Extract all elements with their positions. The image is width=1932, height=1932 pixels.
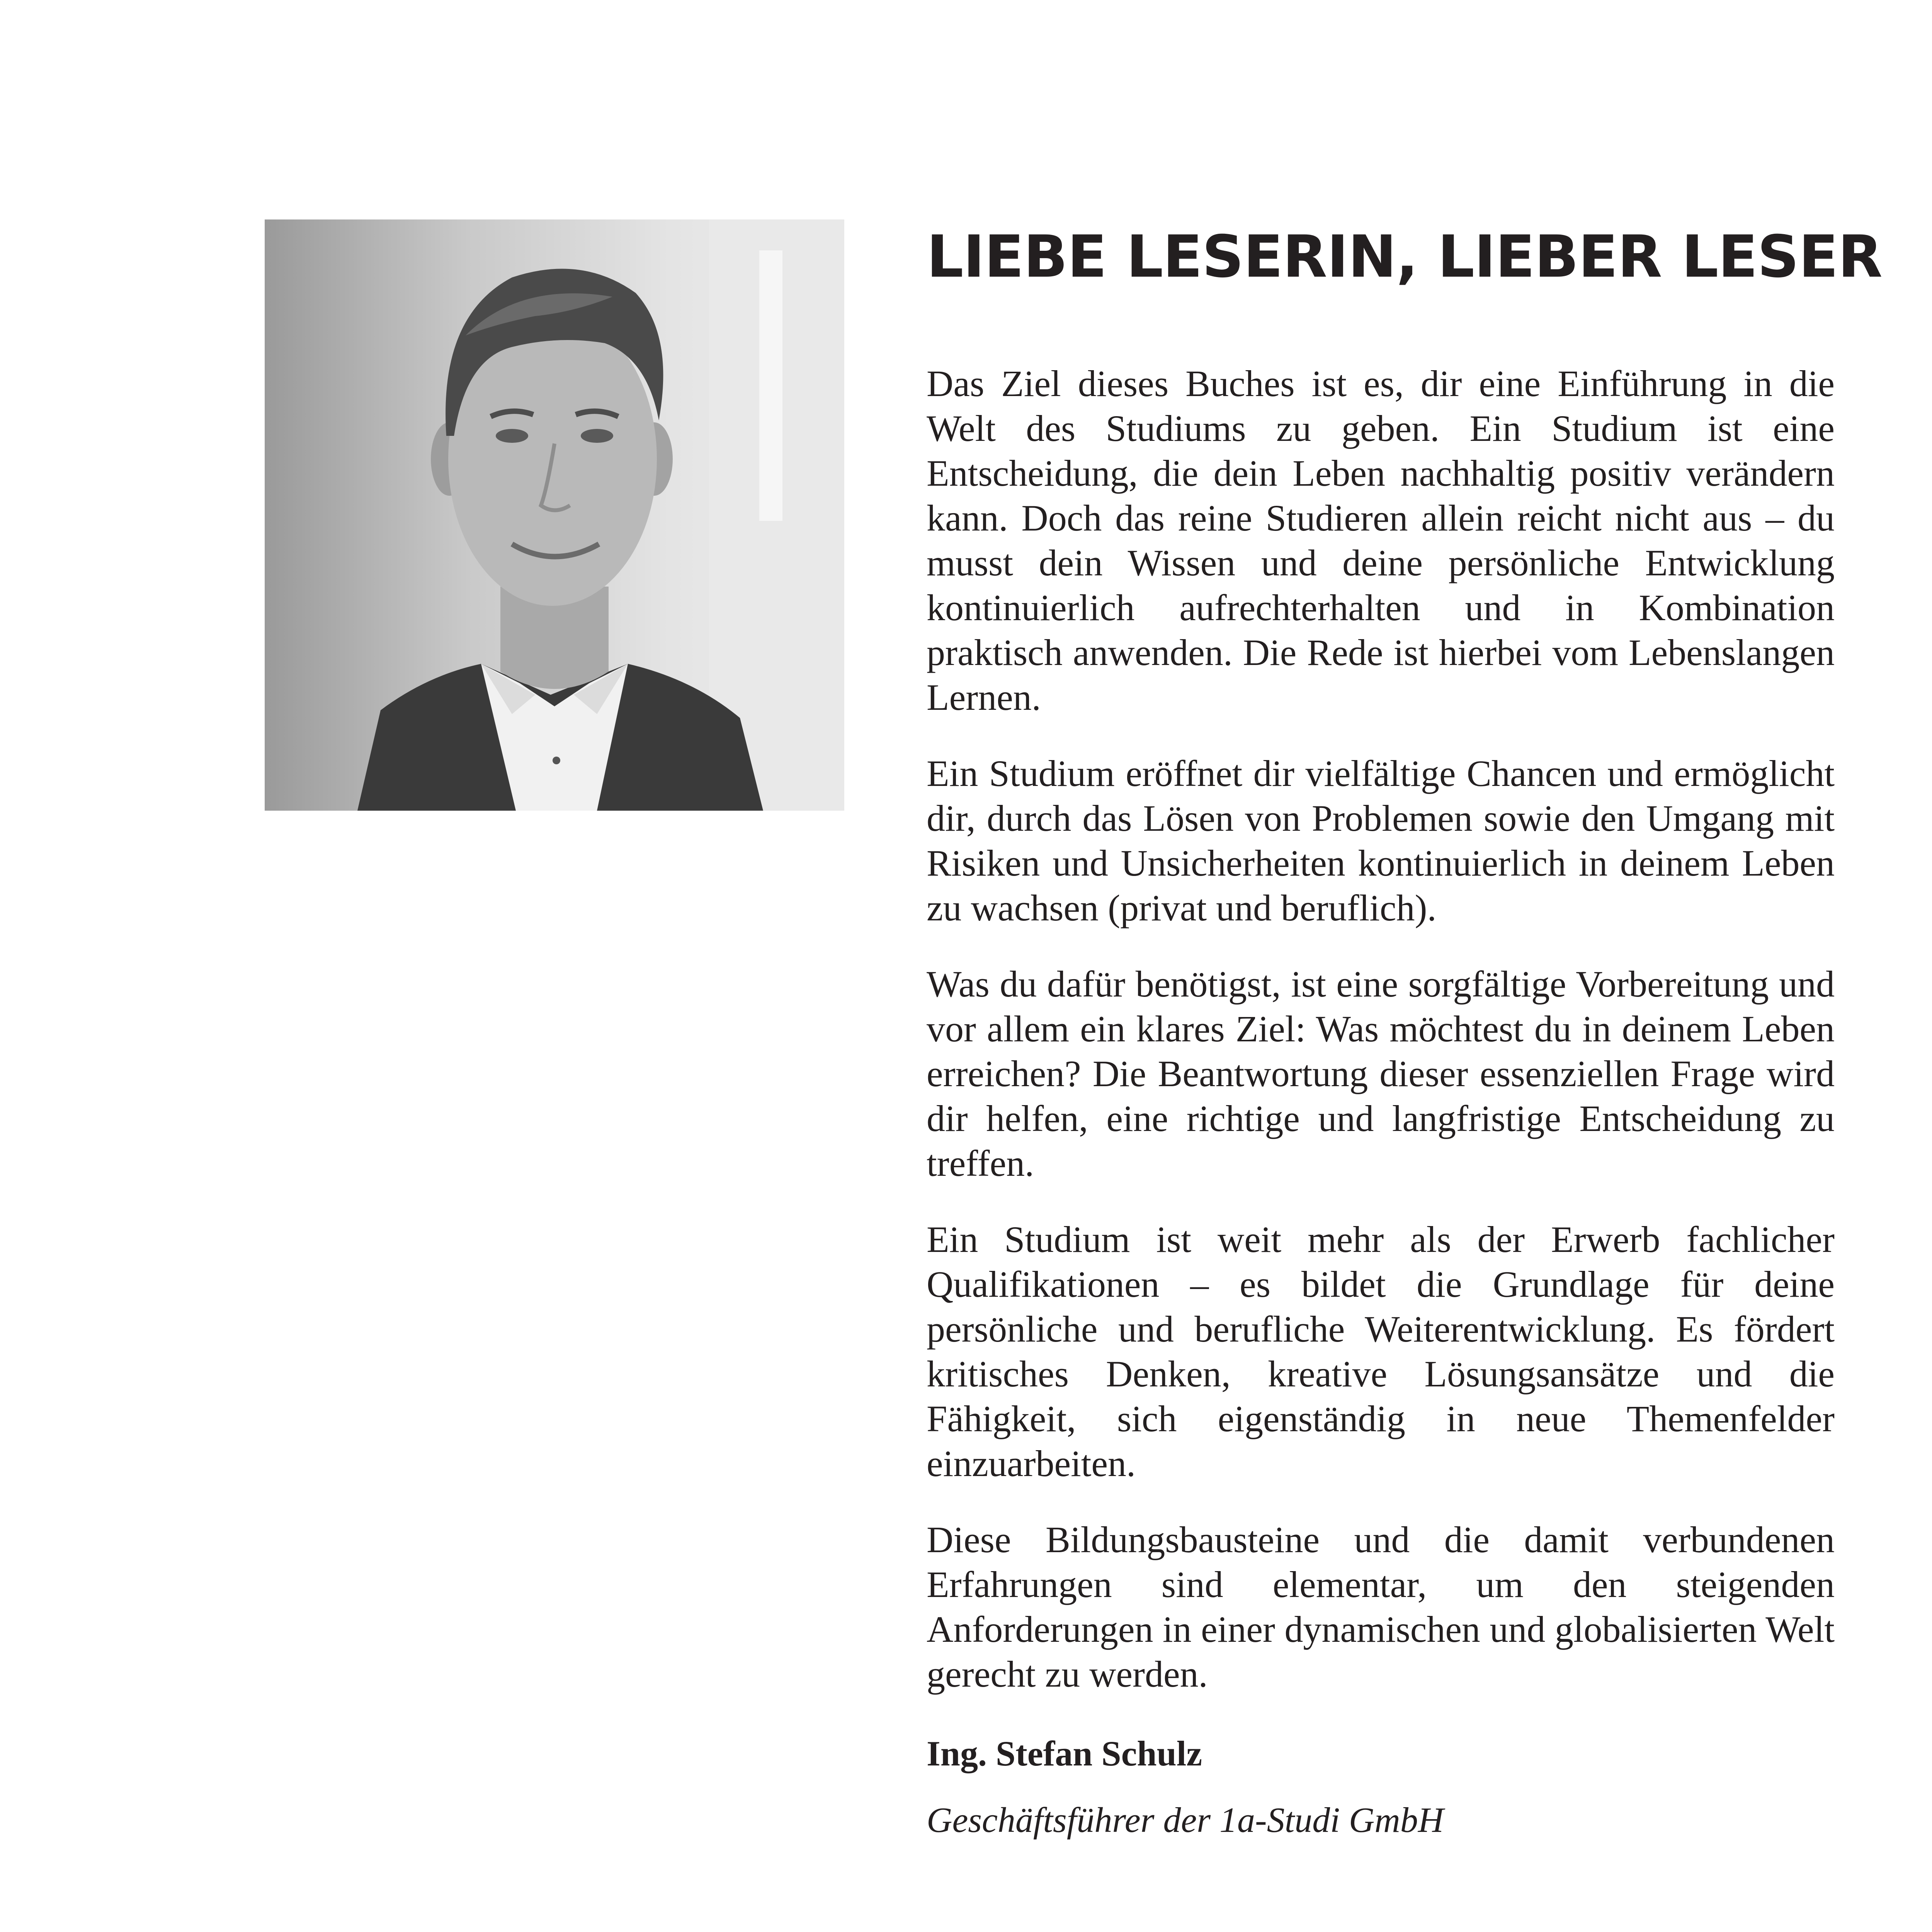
- signature-role: Geschäftsführer der 1a-Studi GmbH: [927, 1800, 1444, 1840]
- portrait-illustration: [265, 219, 844, 811]
- signature-name: Ing. Stefan Schulz: [927, 1734, 1202, 1773]
- page-heading: LIEBE LESERIN, LIEBER LESER: [927, 223, 1882, 291]
- body-paragraph: Was du dafür benötigst, ist eine sorgfältige Vorbereitung und vor allem ein klares Ziel: Was möchtest du in deinem Leben erreichen? Die Beantwortung dieser essenziellen Frage wird dir helfen, eine richtige und langfristige Entscheidung zu treffen.: [927, 963, 1835, 1184]
- body-paragraph: Ein Studium eröffnet dir vielfältige Chancen und ermöglicht dir, durch das Lösen von Problemen sowie den Umgang mit Risiken und Unsicherheiten kontinuierlich in deinem Leben zu wachsen (privat und beruflich).: [927, 753, 1835, 929]
- body-paragraph: Das Ziel dieses Buches ist es, dir eine Einführung in die Welt des Studiums zu geben. Ein Studium ist eine Entscheidung, die dein Leben nachhaltig positiv verändern kann. Doch das reine Studieren allein reicht nicht aus – du musst dein Wissen und deine persönliche Entwicklung kontinuierlich aufrechterhalten und in Kombination praktisch anwenden. Die Rede ist hierbei vom Lebenslangen Lernen.: [927, 363, 1835, 718]
- author-portrait-photo: [265, 219, 844, 811]
- body-paragraph: Diese Bildungsbausteine und die damit verbundenen Erfahrungen sind elementar, um den steigenden Anforderungen in einer dynamischen und globalisierten Welt gerecht zu werden.: [927, 1519, 1835, 1695]
- body-paragraph: Ein Studium ist weit mehr als der Erwerb fachlicher Qualifikationen – es bildet die Grundlage für deine persönliche und berufliche Weiterentwicklung. Es fördert kritisches Denken, kreative Lösungsansätze und die Fähigkeit, sich eigenständig in neue Themenfelder einzuarbeiten.: [927, 1219, 1835, 1484]
- letter-body: [927, 361, 1835, 1728]
